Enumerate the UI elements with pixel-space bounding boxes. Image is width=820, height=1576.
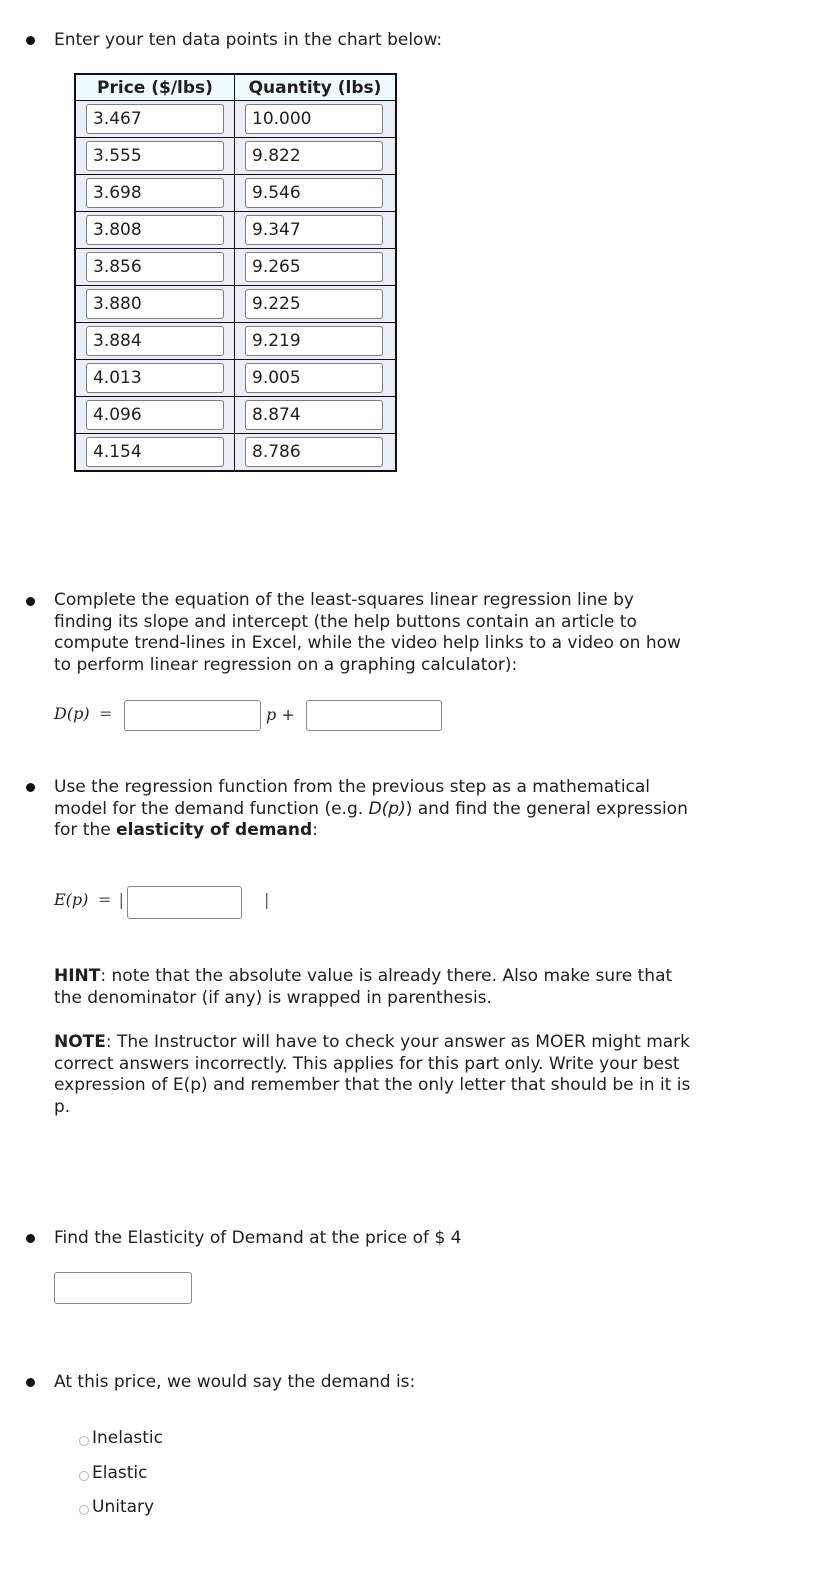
price-cell (75, 212, 235, 249)
regression-line-4: to perform linear regression on a graphing calculator): (54, 654, 518, 675)
quantity-cell (235, 175, 397, 212)
table-row (75, 397, 396, 434)
hint-label: HINT (54, 966, 101, 986)
table-row (75, 138, 396, 175)
quantity-input[interactable]: 10.000 (245, 104, 383, 134)
regression-line-1: Complete the equation of the least-squares linear regression line by (54, 590, 634, 610)
quantity-input[interactable]: 8.874 (245, 400, 383, 430)
radio-elastic[interactable] (79, 1471, 89, 1481)
dp-label: D(p) (54, 704, 90, 723)
elasticity-line-2: model for the demand function (e.g. D(p)) and find the general expression (54, 798, 688, 819)
price-cell (75, 397, 235, 434)
radio-unitary[interactable] (79, 1505, 89, 1515)
note-text: NOTE: The Instructor will have to check your answer as MOER might mark correct answers incorrectly. This applies for this part only. Write your best expression of E(p) and remember that the only letter that should be in it is p. (54, 1032, 691, 1117)
quantity-cell (235, 249, 397, 286)
table-row (75, 434, 396, 472)
price-cell (75, 175, 235, 212)
elasticity-line-1: Use the regression function from the previous step as a mathematical (54, 777, 651, 797)
bullet-4 (26, 1234, 35, 1243)
radio-inelastic[interactable] (79, 1436, 89, 1446)
regression-lhs (54, 704, 112, 724)
price-input[interactable]: 3.698 (86, 178, 224, 208)
ep-equals: = (97, 890, 112, 909)
bullet-3 (26, 783, 35, 792)
quantity-cell (235, 138, 397, 175)
table-row (75, 249, 396, 286)
option-elastic-label: Elastic (92, 1463, 148, 1483)
quantity-cell (235, 212, 397, 249)
table-row (75, 212, 396, 249)
hint-text: HINT: note that the absolute value is already there. Also make sure that the denominator (if any) is wrapped in parenthesis. (54, 966, 673, 1008)
price-input[interactable]: 4.154 (86, 437, 224, 467)
p-plus-label: p + (266, 705, 295, 724)
quantity-cell (235, 323, 397, 360)
elasticity-line-3: for the elasticity of demand: (54, 820, 318, 840)
elasticity-at-price-instruction: Find the Elasticity of Demand at the price of $ 4 (54, 1228, 462, 1248)
intercept-input[interactable] (306, 700, 442, 731)
elasticity-expression-input[interactable] (127, 886, 242, 919)
table-row (75, 101, 396, 138)
price-cell (75, 249, 235, 286)
instruction-data-points: Enter your ten data points in the chart below: (54, 30, 443, 50)
table-row (75, 175, 396, 212)
price-input[interactable]: 4.096 (86, 400, 224, 430)
price-input[interactable]: 3.555 (86, 141, 224, 171)
demand-type-instruction: At this price, we would say the demand is: (54, 1372, 416, 1392)
regression-line-2: finding its slope and intercept (the help buttons contain an article to (54, 611, 637, 632)
quantity-input[interactable]: 9.265 (245, 252, 383, 282)
quantity-input[interactable]: 9.219 (245, 326, 383, 356)
price-input[interactable]: 4.013 (86, 363, 224, 393)
quantity-cell (235, 360, 397, 397)
quantity-input[interactable]: 8.786 (245, 437, 383, 467)
quantity-input[interactable]: 9.225 (245, 289, 383, 319)
quantity-input[interactable]: 9.005 (245, 363, 383, 393)
elasticity-lhs (54, 890, 124, 910)
quantity-input[interactable]: 9.822 (245, 141, 383, 171)
price-header: Price ($/lbs) (75, 74, 235, 101)
note-label: NOTE (54, 1032, 106, 1052)
quantity-input[interactable]: 9.347 (245, 215, 383, 245)
price-cell (75, 138, 235, 175)
table-row (75, 323, 396, 360)
abs-bar-left: | (118, 890, 125, 909)
price-input[interactable]: 3.467 (86, 104, 224, 134)
bullet-2 (26, 597, 35, 606)
price-input[interactable]: 3.856 (86, 252, 224, 282)
quantity-header: Quantity (lbs) (235, 74, 397, 101)
bullet-5 (26, 1378, 35, 1387)
price-input[interactable]: 3.880 (86, 289, 224, 319)
price-cell (75, 286, 235, 323)
data-table (74, 73, 397, 472)
regression-line-3: compute trend-lines in Excel, while the video help links to a video on how (54, 633, 681, 653)
table-body (75, 101, 396, 472)
quantity-cell (235, 101, 397, 138)
ep-label: E(p) (54, 890, 89, 909)
slope-input[interactable] (124, 700, 261, 731)
price-cell (75, 360, 235, 397)
dp-equals: = (98, 704, 113, 723)
elasticity-instruction (54, 777, 688, 842)
price-input[interactable]: 3.808 (86, 215, 224, 245)
price-input[interactable]: 3.884 (86, 326, 224, 356)
quantity-cell (235, 397, 397, 434)
quantity-cell (235, 434, 397, 472)
bullet-1 (26, 36, 35, 45)
price-cell (75, 434, 235, 472)
elasticity-at-price-input[interactable] (54, 1272, 192, 1304)
table-row (75, 286, 396, 323)
quantity-input[interactable]: 9.546 (245, 178, 383, 208)
table-row (75, 360, 396, 397)
price-cell (75, 101, 235, 138)
option-inelastic-label: Inelastic (92, 1428, 163, 1448)
abs-bar-right: | (264, 890, 270, 909)
quantity-cell (235, 286, 397, 323)
price-cell (75, 323, 235, 360)
regression-instruction (54, 590, 681, 676)
option-unitary-label: Unitary (92, 1497, 155, 1517)
